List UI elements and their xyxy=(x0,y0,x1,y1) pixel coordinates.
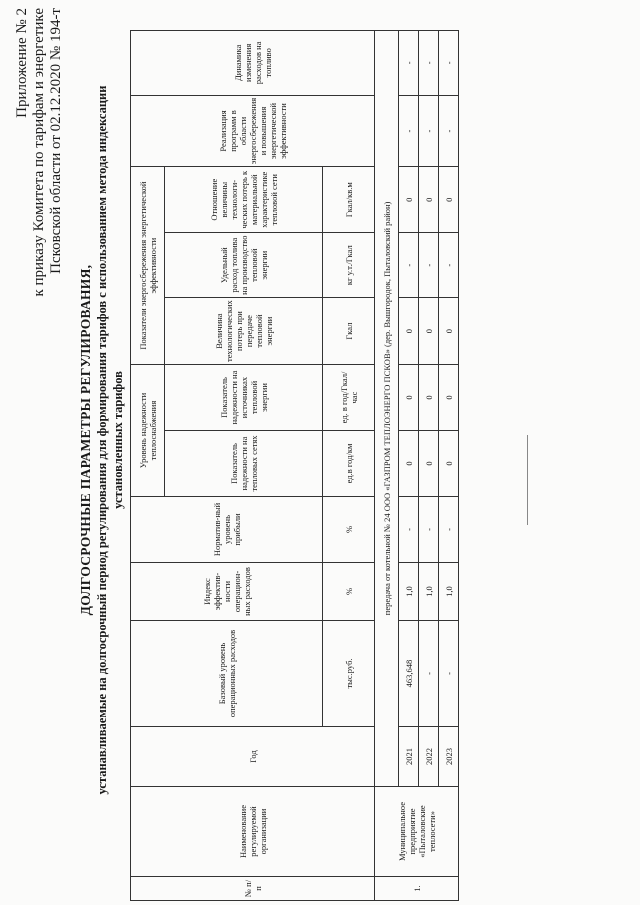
unit-rel-net: ед.в год/км xyxy=(323,431,375,497)
header-programs: Реализация программ в области энергосбережения и повышения энергетической эффективности xyxy=(131,95,375,166)
ratio-cell: 0 xyxy=(439,167,459,233)
unit-rel-src: ед. в год/Гкал/час xyxy=(323,365,375,431)
row-number: 1. xyxy=(375,877,459,901)
header-index: Индекс эффектив-ности операцион-ных расходов xyxy=(131,563,323,621)
header-org: Наименование регулируемой организации xyxy=(131,787,375,877)
parameters-table xyxy=(130,30,459,901)
title-line-1: ДОЛГОСРОЧНЫЕ ПАРАМЕТРЫ РЕГУЛИРОВАНИЯ, xyxy=(78,264,93,616)
header-norm: Норматив-ный уровень прибыли xyxy=(131,497,323,563)
appendix-line-3: Псковской области от 02.12.2020 № 194-т xyxy=(48,8,64,274)
header-fuel: Удельный расход топлива на производство тепловой энергии xyxy=(165,233,323,298)
title-line-2: устанавливаемые на долгосрочный период регулирования для формирования тарифов с использованием метода индексации xyxy=(95,85,109,795)
dynamics-cell: - xyxy=(439,30,459,95)
title-line-3: установленных тарифов xyxy=(111,371,125,509)
header-rel-net: Показатель надежности на тепловых сетях xyxy=(165,431,323,497)
table-row xyxy=(439,30,459,900)
header-reliability-group: Уровень надежности теплоснабжения xyxy=(131,365,165,497)
loss-cell: 0 xyxy=(399,298,419,365)
year-cell: 2022 xyxy=(419,727,439,787)
table-row xyxy=(399,30,419,900)
rel-src-cell: 0 xyxy=(399,365,419,431)
header-ratio: Отношение величины технологи-ческих потерь к материальной характеристике тепловой сети xyxy=(165,167,323,233)
rel-net-cell: 0 xyxy=(439,431,459,497)
header-energy-group: Показатели энергосбережения энергетической эффективности xyxy=(131,167,165,365)
document-title xyxy=(78,70,126,810)
programs-cell: - xyxy=(439,95,459,166)
dynamics-cell: - xyxy=(419,30,439,95)
separator-line xyxy=(527,435,528,525)
appendix-header xyxy=(14,8,65,297)
rel-net-cell: 0 xyxy=(399,431,419,497)
base-cell: - xyxy=(439,621,459,727)
fuel-cell: - xyxy=(419,233,439,298)
norm-cell: - xyxy=(399,497,419,563)
unit-norm: % xyxy=(323,497,375,563)
year-cell: 2023 xyxy=(439,727,459,787)
org-name: Муниципальное предприятие «Пыталовские теплосети» xyxy=(375,787,459,877)
fuel-cell: - xyxy=(399,233,419,298)
unit-ratio: Гкал/кв.м xyxy=(323,167,375,233)
index-cell: 1,0 xyxy=(399,563,419,621)
programs-cell: - xyxy=(399,95,419,166)
section-caption: передача от котельной № 24 ООО «ГАЗПРОМ ТЕПЛОЭНЕРГО ПСКОВ» (дер. Вышгородок, Пыталовский район) xyxy=(375,30,399,786)
rel-net-cell: 0 xyxy=(419,431,439,497)
norm-cell: - xyxy=(419,497,439,563)
appendix-line-1: Приложение № 2 xyxy=(14,8,30,118)
programs-cell: - xyxy=(419,95,439,166)
unit-loss: Гкал xyxy=(323,298,375,365)
appendix-line-2: к приказу Комитета по тарифам и энергетике xyxy=(31,8,47,297)
unit-base: тыс.руб. xyxy=(323,621,375,727)
header-dynamics: Динамика изменения расходов на топливо xyxy=(131,30,375,95)
table-row xyxy=(419,30,439,900)
rel-src-cell: 0 xyxy=(439,365,459,431)
rel-src-cell: 0 xyxy=(419,365,439,431)
unit-index: % xyxy=(323,563,375,621)
norm-cell: - xyxy=(439,497,459,563)
fuel-cell: - xyxy=(439,233,459,298)
loss-cell: 0 xyxy=(419,298,439,365)
ratio-cell: 0 xyxy=(399,167,419,233)
header-base: Базовый уровень операционных расходов xyxy=(131,621,323,727)
base-cell: 463,648 xyxy=(399,621,419,727)
year-cell: 2021 xyxy=(399,727,419,787)
dynamics-cell: - xyxy=(399,30,419,95)
base-cell: - xyxy=(419,621,439,727)
header-rel-src: Показатель надежности на источниках тепловой энергии xyxy=(165,365,323,431)
index-cell: 1,0 xyxy=(439,563,459,621)
unit-fuel: кг у.т./Гкал xyxy=(323,233,375,298)
header-num: № п/п xyxy=(131,877,375,901)
header-year: Год xyxy=(131,727,375,787)
index-cell: 1,0 xyxy=(419,563,439,621)
loss-cell: 0 xyxy=(439,298,459,365)
header-loss: Величина технологических потерь при передаче тепловой энергии xyxy=(165,298,323,365)
ratio-cell: 0 xyxy=(419,167,439,233)
